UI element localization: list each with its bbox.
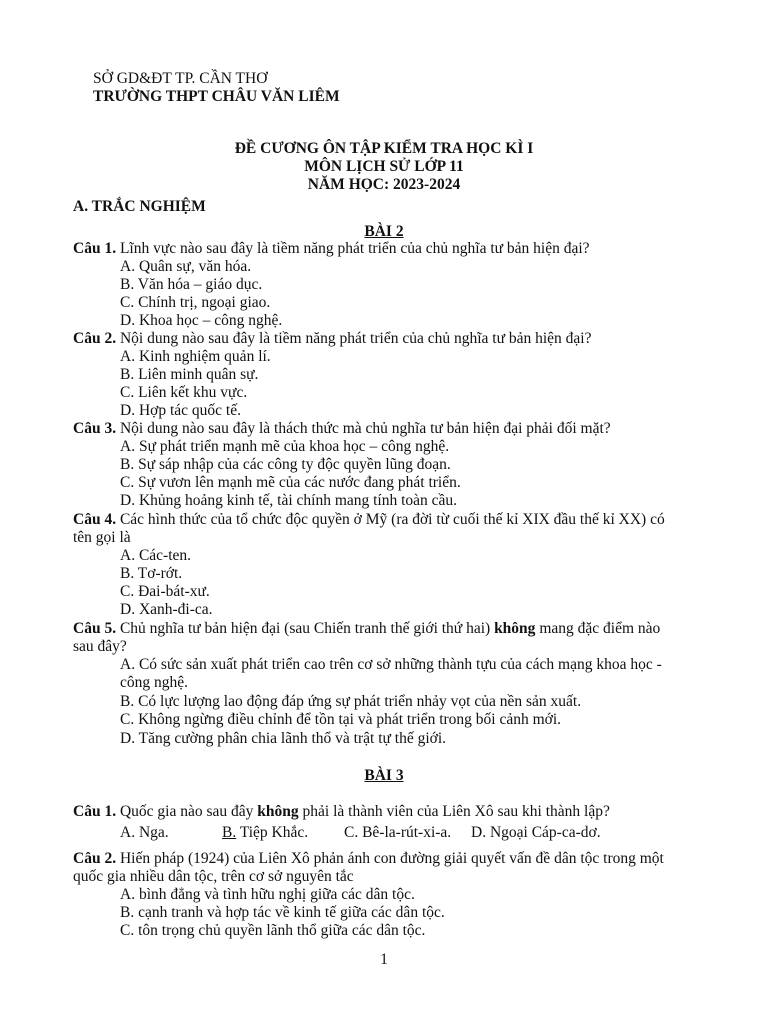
question-text: mang đặc điểm nào	[535, 620, 661, 637]
question-text: Nội dung nào sau đây là tiềm năng phát triển của chủ nghĩa tư bản hiện đại?	[116, 330, 592, 347]
question-label: Câu 4.	[73, 511, 117, 528]
option: C. Liên kết khu vực.	[120, 384, 248, 401]
question-1	[73, 240, 723, 258]
option: B. Văn hóa – giáo dục.	[120, 276, 263, 293]
question-text-continued: tên gọi là	[73, 529, 131, 546]
option: A. Nga.	[120, 824, 169, 841]
emphasis-word: không	[257, 803, 299, 820]
option-text: Tiệp Khắc.	[236, 824, 309, 841]
question-label: Câu 1.	[73, 240, 117, 257]
option: C. tôn trọng chủ quyền lãnh thổ giữa các dân tộc.	[120, 922, 426, 939]
option: D. Ngoại Cáp-ca-dơ.	[471, 824, 601, 841]
option: D. Xanh-đi-ca.	[120, 601, 213, 618]
option: B. Tơ-rớt.	[120, 565, 183, 582]
option	[222, 824, 308, 842]
option: D. Tăng cường phân chia lãnh thổ và trật tự thế giới.	[120, 730, 447, 747]
option: C. Bê-la-rút-xi-a.	[344, 824, 452, 841]
question-5	[73, 620, 723, 638]
option: C. Chính trị, ngoại giao.	[120, 294, 271, 311]
option: C. Không ngừng điều chỉnh để tồn tại và phát triển trong bối cảnh mới.	[120, 711, 562, 728]
section-heading: A. TRẮC NGHIỆM	[73, 198, 206, 215]
lesson-heading: BÀI 3	[364, 767, 404, 784]
option: A. Quân sự, văn hóa.	[120, 258, 252, 275]
question-2	[73, 850, 723, 868]
question-label: Câu 5.	[73, 620, 117, 637]
question-text: phải là thành viên của Liên Xô sau khi thành lập?	[298, 803, 610, 820]
option: C. Sự vươn lên mạnh mẽ của các nước đang phát triển.	[120, 474, 461, 491]
question-text-continued: sau đây?	[73, 638, 127, 655]
subject-title: MÔN LỊCH SỬ LỚP 11	[304, 158, 464, 175]
option: A. Có sức sản xuất phát triển cao trên cơ sở những thành tựu của cách mạng khoa học -	[120, 656, 662, 673]
question-text: Hiến pháp (1924) của Liên Xô phản ánh con đường giải quyết vấn đề dân tộc trong một	[116, 850, 664, 867]
question-2	[73, 330, 723, 348]
option: C. Đai-bát-xư.	[120, 583, 210, 600]
option: A. bình đẳng và tình hữu nghị giữa các dân tộc.	[120, 886, 415, 903]
option: B. Có lực lượng lao động đáp ứng sự phát triển nhảy vọt của nền sản xuất.	[120, 693, 582, 710]
question-label: Câu 3.	[73, 420, 117, 437]
question-1	[73, 803, 723, 821]
option: D. Khủng hoảng kinh tế, tài chính mang tính toàn cầu.	[120, 492, 458, 509]
question-label: Câu 2.	[73, 330, 117, 347]
question-text: Quốc gia nào sau đây	[116, 803, 258, 820]
question-4	[73, 511, 723, 529]
document-title: ĐỀ CƯƠNG ÔN TẬP KIỂM TRA HỌC KÌ I	[234, 140, 534, 157]
question-3	[73, 420, 723, 438]
answer-letter: B.	[222, 824, 237, 841]
question-label: Câu 1.	[73, 803, 117, 820]
option: D. Khoa học – công nghệ.	[120, 312, 283, 329]
school-name: TRƯỜNG THPT CHÂU VĂN LIÊM	[93, 88, 340, 105]
option: B. Sự sáp nhập của các công ty độc quyền lũng đoạn.	[120, 456, 451, 473]
question-text: Nội dung nào sau đây là thách thức mà chủ nghĩa tư bản hiện đại phải đối mặt?	[116, 420, 611, 437]
question-label: Câu 2.	[73, 850, 117, 867]
option-continued: công nghệ.	[120, 674, 189, 691]
page-number: 1	[380, 951, 388, 968]
option: B. Liên minh quân sự.	[120, 366, 259, 383]
department-name: SỞ GD&ĐT TP. CẦN THƠ	[93, 70, 268, 87]
option: A. Các-ten.	[120, 547, 192, 564]
school-year: NĂM HỌC: 2023-2024	[307, 176, 461, 193]
emphasis-word: không	[494, 620, 536, 637]
lesson-heading: BÀI 2	[364, 223, 404, 240]
option: A. Sự phát triển mạnh mẽ của khoa học – công nghệ.	[120, 438, 450, 455]
option: D. Hợp tác quốc tế.	[120, 402, 241, 419]
question-text-continued: quốc gia nhiều dân tộc, trên cơ sở nguyên tắc	[73, 868, 354, 885]
option: A. Kinh nghiệm quản lí.	[120, 348, 271, 365]
question-text: Các hình thức của tổ chức độc quyền ở Mỹ (ra đời từ cuối thế kỉ XIX đầu thế kỉ XX) có	[116, 511, 665, 528]
question-text: Lĩnh vực nào sau đây là tiềm năng phát triển của chủ nghĩa tư bản hiện đại?	[116, 240, 590, 257]
question-text: Chủ nghĩa tư bản hiện đại (sau Chiến tranh thế giới thứ hai)	[116, 620, 495, 637]
option: B. cạnh tranh và hợp tác về kinh tế giữa các dân tộc.	[120, 904, 445, 921]
